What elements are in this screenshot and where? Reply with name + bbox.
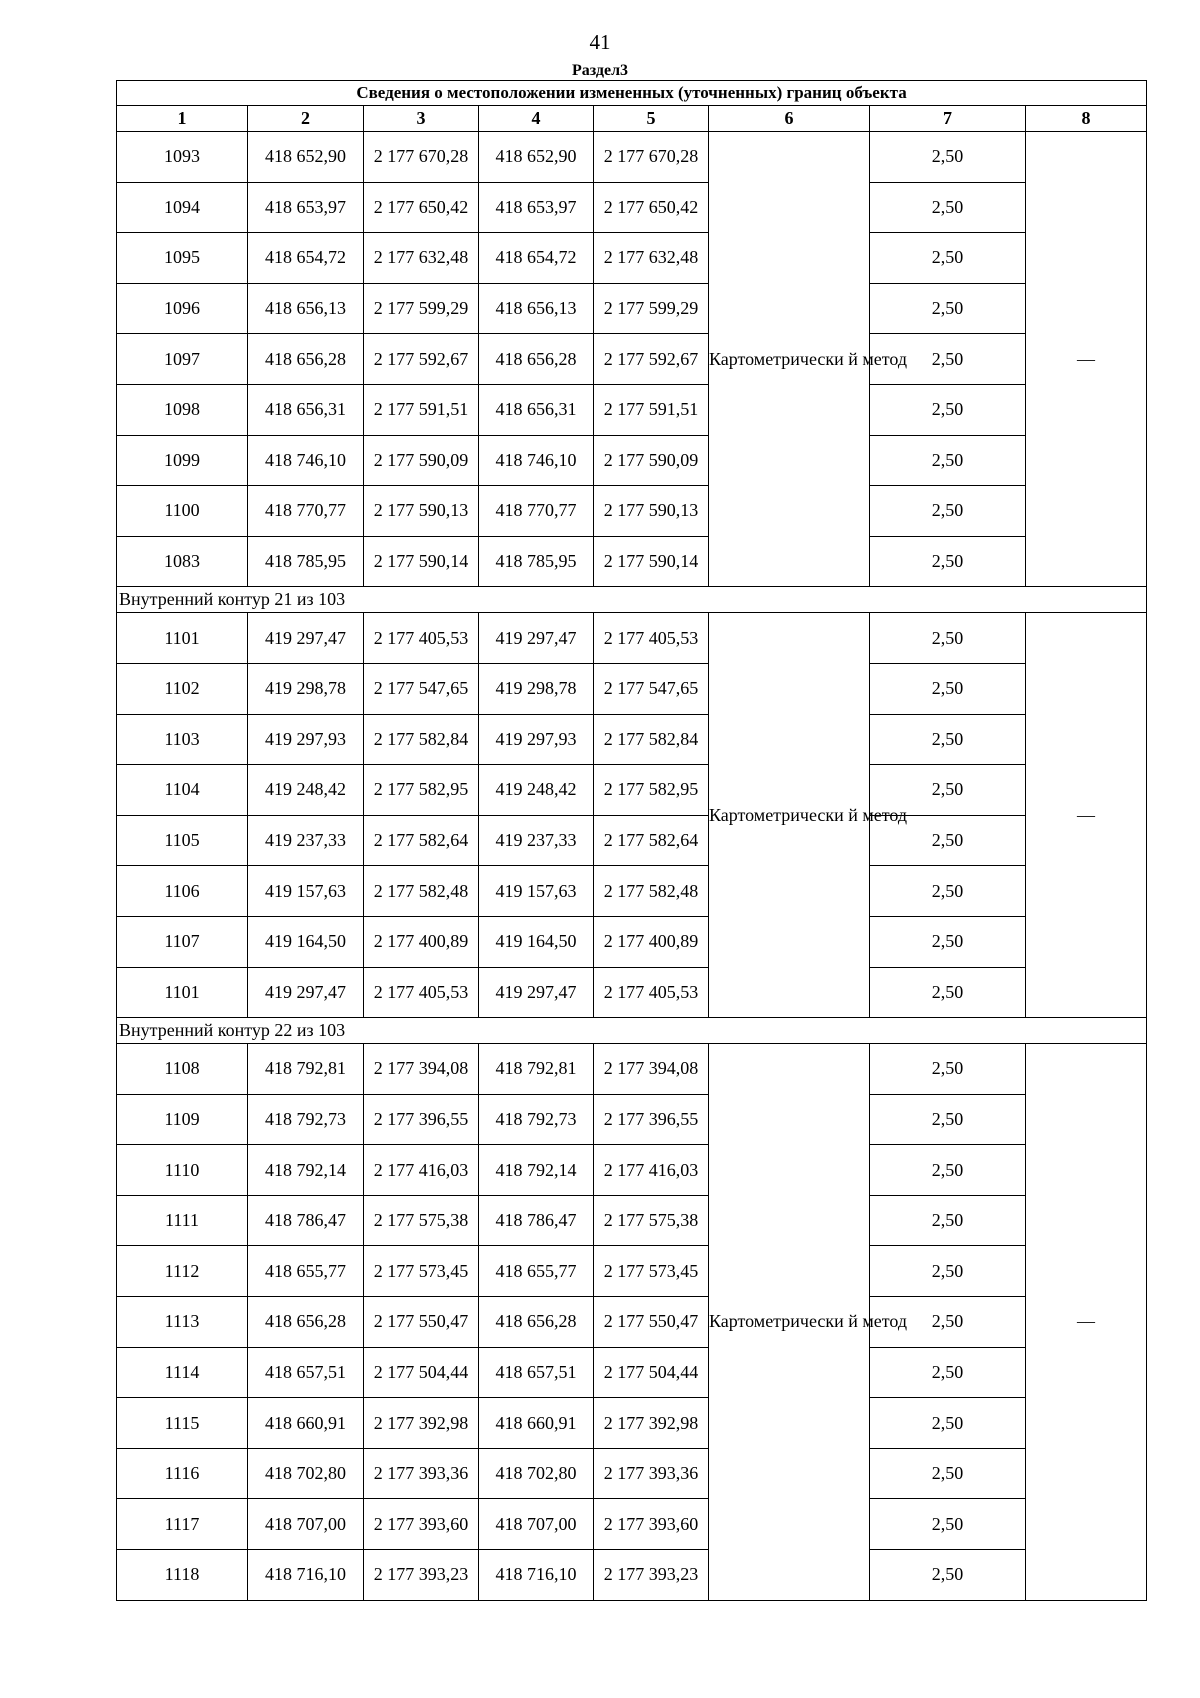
table-row — [117, 536, 1147, 587]
x-existing-cell: 418 656,31 — [248, 384, 364, 435]
x-new-cell: 419 297,47 — [479, 613, 594, 664]
precision-cell: 2,50 — [870, 916, 1026, 967]
y-existing-cell: 2 177 504,44 — [364, 1347, 479, 1398]
y-existing-cell: 2 177 400,89 — [364, 916, 479, 967]
x-existing-cell: 418 792,81 — [248, 1044, 364, 1095]
table-row — [117, 916, 1147, 967]
table-row — [117, 1297, 1147, 1348]
x-new-cell: 419 157,63 — [479, 866, 594, 917]
x-existing-cell: 418 656,28 — [248, 334, 364, 385]
x-new-cell: 418 653,97 — [479, 182, 594, 233]
x-new-cell: 419 298,78 — [479, 663, 594, 714]
point-number-cell: 1104 — [117, 765, 248, 816]
x-existing-cell: 419 248,42 — [248, 765, 364, 816]
precision-cell: 2,50 — [870, 435, 1026, 486]
point-number-cell: 1101 — [117, 967, 248, 1018]
column-header: 3 — [364, 106, 479, 132]
y-new-cell: 2 177 650,42 — [594, 182, 709, 233]
y-new-cell: 2 177 400,89 — [594, 916, 709, 967]
table-row — [117, 384, 1147, 435]
y-existing-cell: 2 177 405,53 — [364, 967, 479, 1018]
column-header: 7 — [870, 106, 1026, 132]
x-new-cell: 418 786,47 — [479, 1195, 594, 1246]
point-number-cell: 1112 — [117, 1246, 248, 1297]
x-new-cell: 419 297,47 — [479, 967, 594, 1018]
x-existing-cell: 418 707,00 — [248, 1499, 364, 1550]
table-row — [117, 663, 1147, 714]
y-existing-cell: 2 177 599,29 — [364, 283, 479, 334]
point-number-cell: 1117 — [117, 1499, 248, 1550]
point-number-cell: 1111 — [117, 1195, 248, 1246]
y-existing-cell: 2 177 550,47 — [364, 1297, 479, 1348]
precision-cell: 2,50 — [870, 815, 1026, 866]
y-existing-cell: 2 177 590,13 — [364, 486, 479, 537]
boundary-coordinates-table — [116, 80, 1147, 1601]
table-row — [117, 967, 1147, 1018]
point-number-cell: 1115 — [117, 1398, 248, 1449]
point-number-cell: 1100 — [117, 486, 248, 537]
point-number-cell: 1108 — [117, 1044, 248, 1095]
x-new-cell: 418 660,91 — [479, 1398, 594, 1449]
x-existing-cell: 418 656,13 — [248, 283, 364, 334]
point-number-cell: 1118 — [117, 1550, 248, 1601]
y-existing-cell: 2 177 590,09 — [364, 435, 479, 486]
x-existing-cell: 418 657,51 — [248, 1347, 364, 1398]
y-new-cell: 2 177 504,44 — [594, 1347, 709, 1398]
precision-cell: 2,50 — [870, 1297, 1026, 1348]
x-existing-cell: 418 652,90 — [248, 132, 364, 183]
x-new-cell: 418 652,90 — [479, 132, 594, 183]
point-number-cell: 1107 — [117, 916, 248, 967]
y-existing-cell: 2 177 396,55 — [364, 1094, 479, 1145]
y-existing-cell: 2 177 582,95 — [364, 765, 479, 816]
x-new-cell: 418 785,95 — [479, 536, 594, 587]
precision-cell: 2,50 — [870, 486, 1026, 537]
point-number-cell: 1116 — [117, 1448, 248, 1499]
column-header: 2 — [248, 106, 364, 132]
description-cell: — — [1026, 613, 1147, 1018]
x-new-cell: 418 792,81 — [479, 1044, 594, 1095]
x-existing-cell: 419 297,47 — [248, 967, 364, 1018]
x-new-cell: 419 297,93 — [479, 714, 594, 765]
point-number-cell: 1113 — [117, 1297, 248, 1348]
y-new-cell: 2 177 394,08 — [594, 1044, 709, 1095]
point-number-cell: 1102 — [117, 663, 248, 714]
y-existing-cell: 2 177 632,48 — [364, 233, 479, 284]
precision-cell: 2,50 — [870, 613, 1026, 664]
x-existing-cell: 418 655,77 — [248, 1246, 364, 1297]
point-number-cell: 1109 — [117, 1094, 248, 1145]
x-existing-cell: 419 298,78 — [248, 663, 364, 714]
point-number-cell: 1106 — [117, 866, 248, 917]
x-existing-cell: 418 716,10 — [248, 1550, 364, 1601]
contour-header-row — [117, 587, 1147, 613]
column-header: 6 — [709, 106, 870, 132]
y-new-cell: 2 177 582,48 — [594, 866, 709, 917]
y-new-cell: 2 177 582,95 — [594, 765, 709, 816]
precision-cell: 2,50 — [870, 1044, 1026, 1095]
table-row — [117, 613, 1147, 664]
precision-cell: 2,50 — [870, 132, 1026, 183]
precision-cell: 2,50 — [870, 1448, 1026, 1499]
y-existing-cell: 2 177 590,14 — [364, 536, 479, 587]
y-new-cell: 2 177 575,38 — [594, 1195, 709, 1246]
x-new-cell: 418 656,28 — [479, 334, 594, 385]
x-existing-cell: 418 653,97 — [248, 182, 364, 233]
column-header: 8 — [1026, 106, 1147, 132]
column-header-row — [117, 106, 1147, 132]
precision-cell: 2,50 — [870, 334, 1026, 385]
x-existing-cell: 419 157,63 — [248, 866, 364, 917]
x-new-cell: 418 657,51 — [479, 1347, 594, 1398]
contour-label: Внутренний контур 22 из 103 — [117, 1018, 1147, 1044]
point-number-cell: 1094 — [117, 182, 248, 233]
precision-cell: 2,50 — [870, 536, 1026, 587]
x-new-cell: 418 702,80 — [479, 1448, 594, 1499]
precision-cell: 2,50 — [870, 1195, 1026, 1246]
x-existing-cell: 418 785,95 — [248, 536, 364, 587]
y-new-cell: 2 177 590,13 — [594, 486, 709, 537]
y-existing-cell: 2 177 392,98 — [364, 1398, 479, 1449]
table-row — [117, 1398, 1147, 1449]
y-new-cell: 2 177 405,53 — [594, 967, 709, 1018]
precision-cell: 2,50 — [870, 233, 1026, 284]
x-existing-cell: 419 237,33 — [248, 815, 364, 866]
point-number-cell: 1083 — [117, 536, 248, 587]
x-existing-cell: 418 770,77 — [248, 486, 364, 537]
section-title: Раздел3 — [571, 62, 629, 79]
y-new-cell: 2 177 670,28 — [594, 132, 709, 183]
y-existing-cell: 2 177 582,64 — [364, 815, 479, 866]
y-new-cell: 2 177 590,09 — [594, 435, 709, 486]
precision-cell: 2,50 — [870, 967, 1026, 1018]
table-row — [117, 1195, 1147, 1246]
y-new-cell: 2 177 632,48 — [594, 233, 709, 284]
y-existing-cell: 2 177 650,42 — [364, 182, 479, 233]
table-row — [117, 1448, 1147, 1499]
precision-cell: 2,50 — [870, 1550, 1026, 1601]
x-existing-cell: 418 792,14 — [248, 1145, 364, 1196]
point-number-cell: 1098 — [117, 384, 248, 435]
description-cell: — — [1026, 132, 1147, 587]
y-existing-cell: 2 177 416,03 — [364, 1145, 479, 1196]
column-header: 1 — [117, 106, 248, 132]
table-row — [117, 182, 1147, 233]
precision-cell: 2,50 — [870, 1499, 1026, 1550]
point-number-cell: 1096 — [117, 283, 248, 334]
table-row — [117, 233, 1147, 284]
precision-cell: 2,50 — [870, 765, 1026, 816]
y-new-cell: 2 177 393,23 — [594, 1550, 709, 1601]
x-new-cell: 418 655,77 — [479, 1246, 594, 1297]
y-existing-cell: 2 177 393,23 — [364, 1550, 479, 1601]
y-new-cell: 2 177 547,65 — [594, 663, 709, 714]
point-number-cell: 1101 — [117, 613, 248, 664]
table-caption: Сведения о местоположении измененных (уточненных) границ объекта — [117, 81, 1147, 106]
x-existing-cell: 419 164,50 — [248, 916, 364, 967]
y-new-cell: 2 177 592,67 — [594, 334, 709, 385]
table-row — [117, 334, 1147, 385]
x-new-cell: 418 746,10 — [479, 435, 594, 486]
table-row — [117, 815, 1147, 866]
y-existing-cell: 2 177 405,53 — [364, 613, 479, 664]
x-existing-cell: 418 656,28 — [248, 1297, 364, 1348]
point-number-cell: 1103 — [117, 714, 248, 765]
y-existing-cell: 2 177 591,51 — [364, 384, 479, 435]
x-new-cell: 418 656,13 — [479, 283, 594, 334]
y-new-cell: 2 177 590,14 — [594, 536, 709, 587]
point-number-cell: 1110 — [117, 1145, 248, 1196]
point-number-cell: 1093 — [117, 132, 248, 183]
x-existing-cell: 418 792,73 — [248, 1094, 364, 1145]
table-row — [117, 1094, 1147, 1145]
table-row — [117, 435, 1147, 486]
y-new-cell: 2 177 582,64 — [594, 815, 709, 866]
table-row — [117, 1347, 1147, 1398]
y-new-cell: 2 177 393,60 — [594, 1499, 709, 1550]
table-row — [117, 1499, 1147, 1550]
precision-cell: 2,50 — [870, 714, 1026, 765]
x-new-cell: 418 792,14 — [479, 1145, 594, 1196]
page-number: 41 — [589, 30, 611, 54]
table-row — [117, 132, 1147, 183]
contour-header-row — [117, 1018, 1147, 1044]
y-existing-cell: 2 177 582,84 — [364, 714, 479, 765]
x-new-cell: 418 656,28 — [479, 1297, 594, 1348]
table-row — [117, 486, 1147, 537]
table-row — [117, 1044, 1147, 1095]
y-existing-cell: 2 177 393,60 — [364, 1499, 479, 1550]
table-row — [117, 1246, 1147, 1297]
point-number-cell: 1114 — [117, 1347, 248, 1398]
column-header: 5 — [594, 106, 709, 132]
x-existing-cell: 419 297,93 — [248, 714, 364, 765]
y-new-cell: 2 177 591,51 — [594, 384, 709, 435]
x-new-cell: 419 248,42 — [479, 765, 594, 816]
x-new-cell: 419 164,50 — [479, 916, 594, 967]
point-number-cell: 1105 — [117, 815, 248, 866]
precision-cell: 2,50 — [870, 283, 1026, 334]
precision-cell: 2,50 — [870, 1094, 1026, 1145]
y-existing-cell: 2 177 582,48 — [364, 866, 479, 917]
table-row — [117, 765, 1147, 816]
table-row — [117, 283, 1147, 334]
table-row — [117, 866, 1147, 917]
y-existing-cell: 2 177 670,28 — [364, 132, 479, 183]
x-new-cell: 419 237,33 — [479, 815, 594, 866]
y-new-cell: 2 177 405,53 — [594, 613, 709, 664]
x-existing-cell: 418 746,10 — [248, 435, 364, 486]
method-cell: Картометрически й метод — [709, 613, 870, 1018]
x-existing-cell: 418 660,91 — [248, 1398, 364, 1449]
method-cell: Картометрически й метод — [709, 1044, 870, 1601]
precision-cell: 2,50 — [870, 1347, 1026, 1398]
table-row — [117, 1145, 1147, 1196]
y-new-cell: 2 177 550,47 — [594, 1297, 709, 1348]
x-existing-cell: 418 702,80 — [248, 1448, 364, 1499]
precision-cell: 2,50 — [870, 1145, 1026, 1196]
y-existing-cell: 2 177 592,67 — [364, 334, 479, 385]
x-existing-cell: 419 297,47 — [248, 613, 364, 664]
table-row — [117, 1550, 1147, 1601]
x-new-cell: 418 654,72 — [479, 233, 594, 284]
point-number-cell: 1097 — [117, 334, 248, 385]
y-new-cell: 2 177 393,36 — [594, 1448, 709, 1499]
y-existing-cell: 2 177 394,08 — [364, 1044, 479, 1095]
column-header: 4 — [479, 106, 594, 132]
y-new-cell: 2 177 416,03 — [594, 1145, 709, 1196]
y-existing-cell: 2 177 547,65 — [364, 663, 479, 714]
precision-cell: 2,50 — [870, 1246, 1026, 1297]
description-cell: — — [1026, 1044, 1147, 1601]
y-new-cell: 2 177 582,84 — [594, 714, 709, 765]
x-new-cell: 418 792,73 — [479, 1094, 594, 1145]
y-new-cell: 2 177 573,45 — [594, 1246, 709, 1297]
x-new-cell: 418 770,77 — [479, 486, 594, 537]
y-new-cell: 2 177 392,98 — [594, 1398, 709, 1449]
precision-cell: 2,50 — [870, 866, 1026, 917]
x-new-cell: 418 716,10 — [479, 1550, 594, 1601]
contour-label: Внутренний контур 21 из 103 — [117, 587, 1147, 613]
y-existing-cell: 2 177 575,38 — [364, 1195, 479, 1246]
precision-cell: 2,50 — [870, 663, 1026, 714]
x-existing-cell: 418 786,47 — [248, 1195, 364, 1246]
x-new-cell: 418 707,00 — [479, 1499, 594, 1550]
precision-cell: 2,50 — [870, 182, 1026, 233]
x-new-cell: 418 656,31 — [479, 384, 594, 435]
x-existing-cell: 418 654,72 — [248, 233, 364, 284]
point-number-cell: 1099 — [117, 435, 248, 486]
y-existing-cell: 2 177 573,45 — [364, 1246, 479, 1297]
point-number-cell: 1095 — [117, 233, 248, 284]
method-cell: Картометрически й метод — [709, 132, 870, 587]
y-existing-cell: 2 177 393,36 — [364, 1448, 479, 1499]
table-row — [117, 714, 1147, 765]
y-new-cell: 2 177 599,29 — [594, 283, 709, 334]
y-new-cell: 2 177 396,55 — [594, 1094, 709, 1145]
precision-cell: 2,50 — [870, 1398, 1026, 1449]
precision-cell: 2,50 — [870, 384, 1026, 435]
